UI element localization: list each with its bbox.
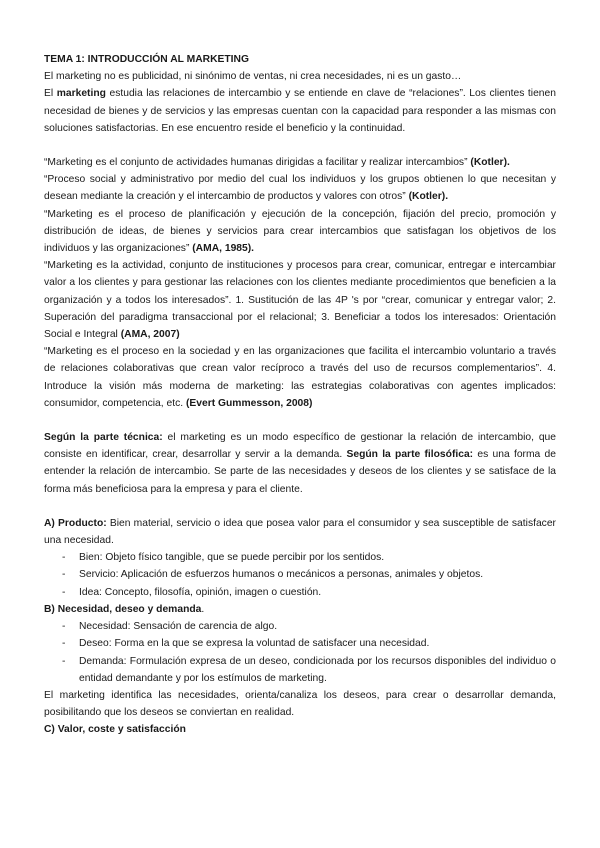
bullet-dash: - xyxy=(62,655,66,667)
definition-source: (Kotler). xyxy=(470,157,510,169)
bullet-dash: - xyxy=(62,638,66,650)
section-b-heading-line: B) Necesidad, deseo y demanda. xyxy=(44,603,205,615)
definition-source: (Evert Gummesson, 2008) xyxy=(185,397,313,409)
definition-kotler-1: “Marketing es el conjunto de actividades humanas dirigidas a facilitar y realizar intercambios” (Kotler). xyxy=(44,157,510,169)
bullet-dash: - xyxy=(62,621,66,633)
definition-source: (AMA, 2007) xyxy=(120,329,180,341)
perspectives-paragraph: Según la parte técnica: el marketing es un modo específico de gestionar la relación de intercambio, que consiste en identificar, crear, desarrollar y servir a la demanda. Según la parte filosófica: es una forma de entender la relación de intercambio. Se parte de las necesidades y deseos de los clientes y se satisface de la forma más beneficiosa para la empresa y para el cliente. xyxy=(44,432,557,495)
intro-line: El marketing no es publicidad, ni sinónimo de ventas, ni crea necesidades, ni es un gasto… xyxy=(44,71,462,83)
definition-ama-2007: “Marketing es la actividad, conjunto de instituciones y procesos para crear, comunicar, entregar e intercambiar valor a los clientes y para gestionar las relaciones con los clientes mediante procedimientos que beneficien a la organización y a todos los interesados”. 1. Sustitución de las 4P 's por “crear, comunicar y entregar valor; 2. Superación del paradigma transaccional por el relacional; 3. Beneficiar a todos los interesados: Orientación Social e Integral (AMA, 2007) xyxy=(44,260,556,341)
definition-gummesson: “Marketing es el proceso en la sociedad y en las organizaciones que facilita el intercambio voluntario a través de relaciones colaborativas que crean valor recíproco a través del uso de recursos complementarios”. 4. Introduce la visión más moderna de marketing: las estrategias colaborativas con agentes implicados: consumidor, competencia, etc. (Evert Gummesson, 2008) xyxy=(44,346,556,409)
list-item: - Demanda: Formulación expresa de un deseo, condicionada por los recursos disponibles del individuo o entidad demandante y por los estímulos de marketing. xyxy=(44,653,556,687)
intro-paragraph: El marketing estudia las relaciones de intercambio y se entiende en clave de “relaciones”. Los clientes tienen necesidad de bienes y de servicios y las empresas cuentan con la capacidad para responder a las mismas con soluciones satisfactorias. En ese encuentro reside el beneficio y la continuidad. xyxy=(44,88,556,134)
philosophical-label: Según la parte filosófica: xyxy=(346,449,474,461)
definition-ama-1985: “Marketing es el proceso de planificación y ejecución de la concepción, fijación del precio, promoción y distribución de ideas, de bienes y servicios para crear intercambios que satisfagan los objetivos de los individuos y las organizaciones” (AMA, 1985). xyxy=(44,208,556,255)
definition-source: (Kotler). xyxy=(408,191,449,203)
list-item: - Necesidad: Sensación de carencia de algo. xyxy=(44,618,556,635)
section-a-product: A) Producto: Bien material, servicio o idea que posea valor para el consumidor y sea susceptible de satisfacer una necesidad. xyxy=(44,517,556,547)
section-c-heading-line xyxy=(44,721,556,738)
section-a-heading: A) Producto: xyxy=(44,517,107,529)
bullet-dash: - xyxy=(62,569,66,581)
page-title: TEMA 1: INTRODUCCIÓN AL MARKETING xyxy=(44,54,249,65)
section-b-heading: B) Necesidad, deseo y demanda xyxy=(44,603,202,615)
list-item: - Idea: Concepto, filosofía, opinión, imagen o cuestión. xyxy=(44,584,556,601)
technical-label: Según la parte técnica: xyxy=(44,432,163,444)
list-item: - Servicio: Aplicación de esfuerzos humanos o mecánicos a personas, animales y objetos. xyxy=(44,566,556,583)
bullet-dash: - xyxy=(62,552,66,564)
marketing-keyword: marketing xyxy=(56,88,106,100)
bullet-dash: - xyxy=(62,586,66,598)
list-item: - Deseo: Forma en la que se expresa la voluntad de satisfacer una necesidad. xyxy=(44,635,556,652)
section-c-heading: C) Valor, coste y satisfacción xyxy=(44,724,186,736)
document-body xyxy=(44,51,556,739)
definition-kotler-2: “Proceso social y administrativo por medio del cual los individuos y los grupos obtienen lo que necesitan y desean mediante la creación y el intercambio de productos y valores con otros” (Kotler). xyxy=(44,174,556,203)
section-b-closing: El marketing identifica las necesidades, orienta/canaliza los deseos, para crear o desarrollar demanda, posibilitando que los deseos se conviertan en realidad. xyxy=(44,689,556,719)
list-item: - Bien: Objeto físico tangible, que se puede percibir por los sentidos. xyxy=(44,549,556,566)
definition-source: (AMA, 1985). xyxy=(192,243,255,255)
